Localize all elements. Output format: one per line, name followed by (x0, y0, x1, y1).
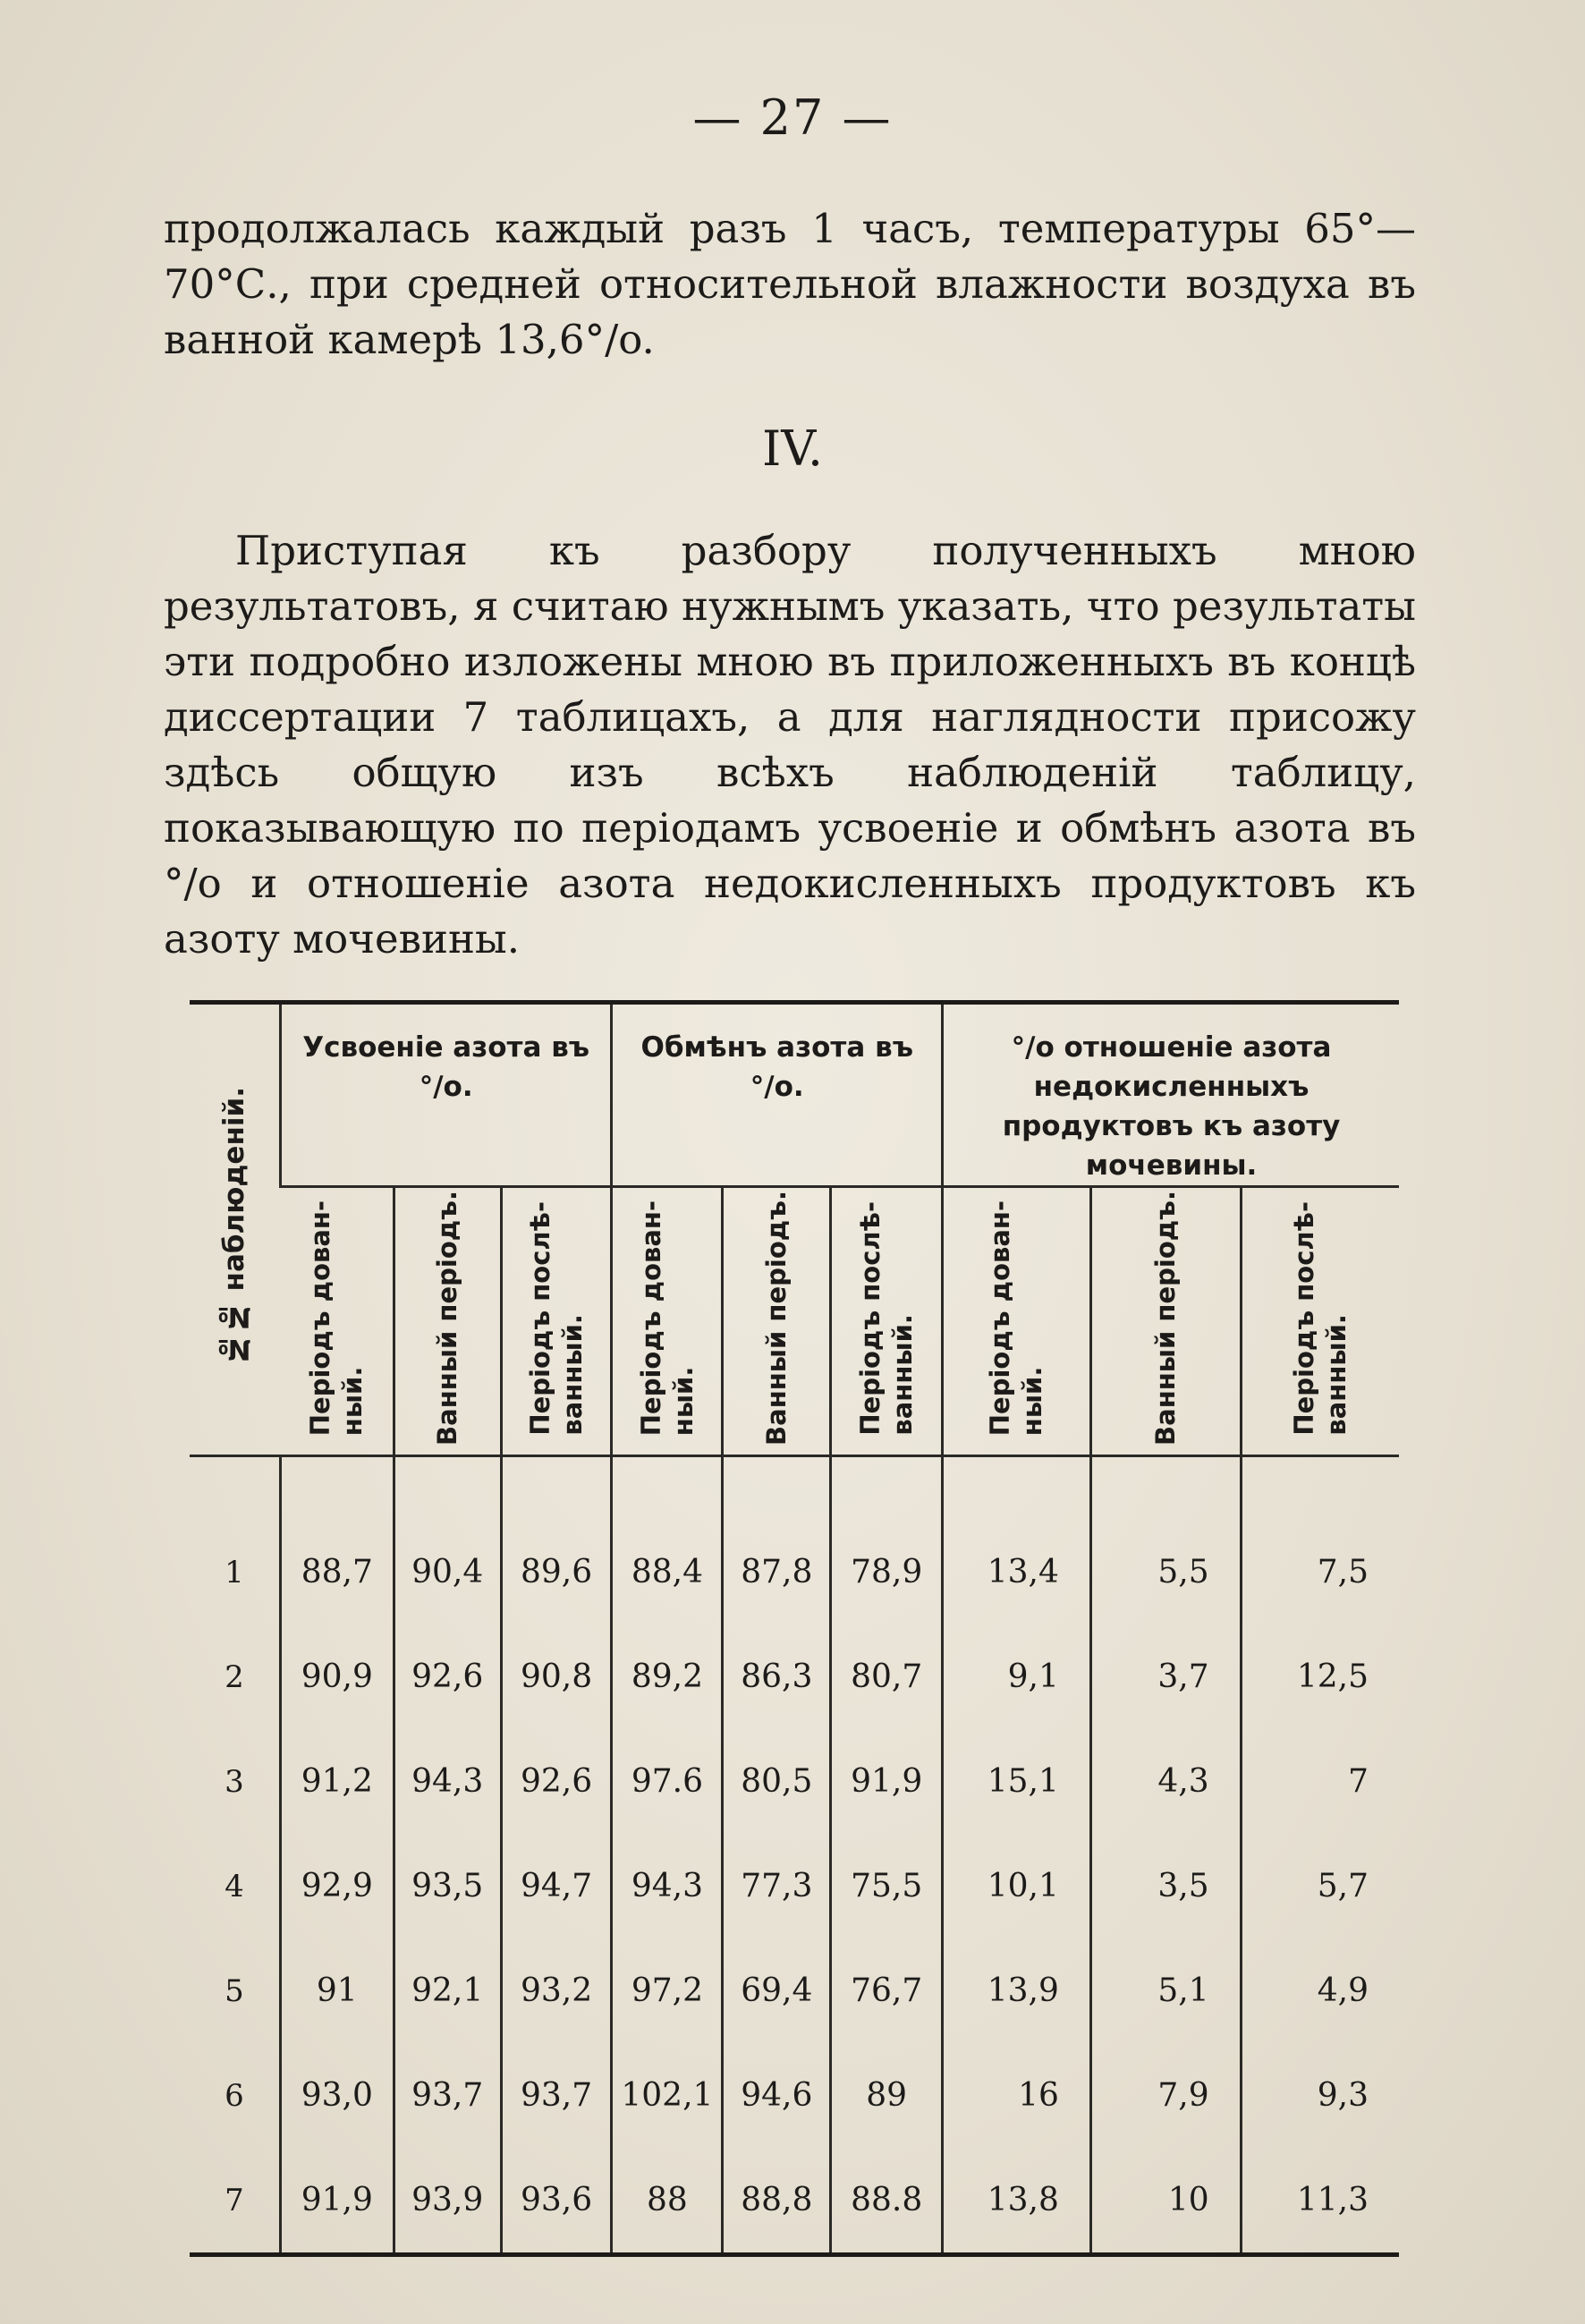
paragraph-results: Приступая къ разбору полученныхъ мною результатовъ, я считаю нужнымъ указать, что результаты эти подробно изложены мною въ приложенныхъ въ концѣ диссертации 7 таблицахъ, а для наглядности присожу здѣсь общую изъ всѣхъ наблюденій таблицу, показывающую по періодамъ усвоеніе и обмѣнъ азота въ °/o и отношеніе азота недокисленныхъ продуктовъ къ азоту мочевины. (164, 527, 1416, 963)
value-cell: 89,2 (612, 1624, 723, 1729)
subheader-post-bath: Періодъ послѣ- ванный. (831, 1187, 943, 1456)
value-cell: 94,6 (723, 2043, 831, 2148)
value-cell: 91,9 (831, 1729, 943, 1834)
value-cell: 93,9 (394, 2148, 501, 2255)
value-cell: 91,9 (280, 2148, 394, 2255)
table-row (190, 1834, 1399, 1938)
value-cell: 92,1 (394, 1938, 501, 2043)
header-group-ratio: °/o отношеніе азота недокисленныхъ продуктовъ къ азоту мочевины. (943, 1003, 1399, 1187)
value-cell: 78,9 (831, 1456, 943, 1625)
value-cell: 89,6 (501, 1456, 612, 1625)
observation-number-cell: 4 (225, 1868, 244, 1904)
value-cell: 94,7 (501, 1834, 612, 1938)
observation-number-cell: 6 (225, 2077, 244, 2114)
subheader-bath: Ванный періодъ. (1090, 1187, 1241, 1456)
value-cell: 94,3 (612, 1834, 723, 1938)
value-cell: 4,3 (1090, 1729, 1241, 1834)
value-cell: 3,5 (1090, 1834, 1241, 1938)
value-cell: 86,3 (723, 1624, 831, 1729)
value-cell: 3,7 (1090, 1624, 1241, 1729)
value-cell: 93,7 (501, 2043, 612, 2148)
subheader-post-bath: Періодъ послѣ- ванный. (501, 1187, 612, 1456)
value-cell: 4,9 (1241, 1938, 1399, 2043)
value-cell: 102,1 (612, 2043, 723, 2148)
value-cell: 69,4 (723, 1938, 831, 2043)
observation-number-cell: 3 (225, 1763, 244, 1800)
value-cell: 97,2 (612, 1938, 723, 2043)
header-group-metabolism: Обмѣнъ азота въ °/o. (612, 1003, 943, 1187)
value-cell: 92,9 (280, 1834, 394, 1938)
value-cell: 92,6 (501, 1729, 612, 1834)
observations-table (190, 1000, 1399, 2257)
value-cell: 97.6 (612, 1729, 723, 1834)
table-row (190, 1456, 1399, 1625)
table-row (190, 2043, 1399, 2148)
table-row (190, 1624, 1399, 1729)
value-cell: 89 (831, 2043, 943, 2148)
subheader-bath: Ванный періодъ. (723, 1187, 831, 1456)
section-heading: IV. (761, 420, 824, 477)
value-cell: 90,9 (280, 1624, 394, 1729)
page-number: — 27 — (692, 89, 893, 146)
header-observation-label: №№ наблюденій. (217, 1087, 250, 1366)
value-cell: 10,1 (943, 1834, 1091, 1938)
value-cell: 90,8 (501, 1624, 612, 1729)
value-cell: 13,8 (943, 2148, 1091, 2255)
value-cell: 11,3 (1241, 2148, 1399, 2255)
observation-number-cell: 7 (225, 2182, 244, 2218)
header-observation-number (190, 1003, 280, 1456)
value-cell: 93,2 (501, 1938, 612, 2043)
value-cell: 5,7 (1241, 1834, 1399, 1938)
table-row (190, 2148, 1399, 2255)
subheader-pre-bath: Періодъ дован- ный. (943, 1187, 1091, 1456)
subheader-pre-bath: Періодъ дован- ный. (280, 1187, 394, 1456)
value-cell: 91,2 (280, 1729, 394, 1834)
value-cell: 93,6 (501, 2148, 612, 2255)
subheader-bath: Ванный періодъ. (394, 1187, 501, 1456)
value-cell: 13,4 (943, 1456, 1091, 1625)
table-row (190, 1729, 1399, 1834)
value-cell: 80,5 (723, 1729, 831, 1834)
value-cell: 5,1 (1090, 1938, 1241, 2043)
value-cell: 76,7 (831, 1938, 943, 2043)
value-cell: 9,3 (1241, 2043, 1399, 2148)
value-cell: 75,5 (831, 1834, 943, 1938)
value-cell: 92,6 (394, 1624, 501, 1729)
value-cell: 15,1 (943, 1729, 1091, 1834)
observation-number-cell: 5 (225, 1972, 244, 2009)
table-row (190, 1938, 1399, 2043)
subheader-post-bath: Періодъ послѣ- ванный. (1241, 1187, 1399, 1456)
value-cell: 93,0 (280, 2043, 394, 2148)
value-cell: 93,5 (394, 1834, 501, 1938)
value-cell: 93,7 (394, 2043, 501, 2148)
value-cell: 9,1 (943, 1624, 1091, 1729)
header-group-assimilation: Усвоеніе азота въ °/o. (280, 1003, 612, 1187)
value-cell: 90,4 (394, 1456, 501, 1625)
value-cell: 88,4 (612, 1456, 723, 1625)
value-cell: 87,8 (723, 1456, 831, 1625)
observation-number-cell: 2 (225, 1658, 244, 1695)
value-cell: 94,3 (394, 1729, 501, 1834)
value-cell: 88,7 (280, 1456, 394, 1625)
value-cell: 10 (1090, 2148, 1241, 2255)
subheader-pre-bath: Періодъ дован- ный. (612, 1187, 723, 1456)
value-cell: 7 (1241, 1729, 1399, 1834)
value-cell: 88.8 (831, 2148, 943, 2255)
value-cell: 12,5 (1241, 1624, 1399, 1729)
value-cell: 77,3 (723, 1834, 831, 1938)
value-cell: 5,5 (1090, 1456, 1241, 1625)
value-cell: 88 (612, 2148, 723, 2255)
value-cell: 91 (280, 1938, 394, 2043)
value-cell: 80,7 (831, 1624, 943, 1729)
observation-number-cell: 1 (225, 1554, 244, 1590)
value-cell: 88,8 (723, 2148, 831, 2255)
value-cell: 7,9 (1090, 2043, 1241, 2148)
value-cell: 16 (943, 2043, 1091, 2148)
paragraph-intro: продолжалась каждый разъ 1 часъ, температуры 65°—70°С., при средней относительной влажности воздуха въ ванной камерѣ 13,6°/o. (164, 205, 1416, 363)
value-cell: 13,9 (943, 1938, 1091, 2043)
value-cell: 7,5 (1241, 1456, 1399, 1625)
